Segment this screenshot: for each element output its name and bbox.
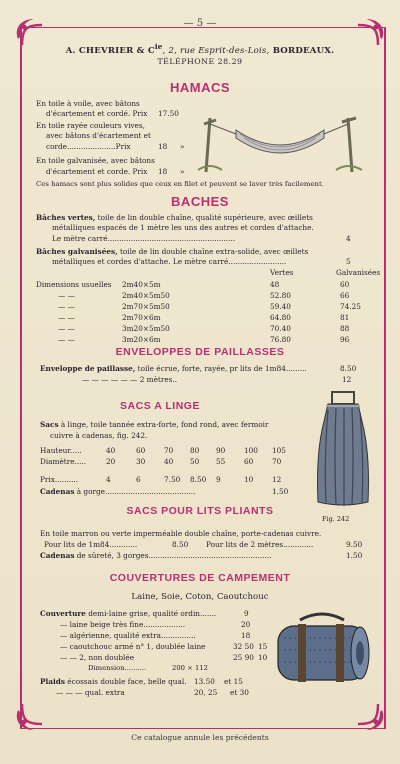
couv-price-6: 200 × 112 [172, 664, 208, 672]
plaid-line-1 [40, 677, 187, 686]
lits-cadenas-line [40, 551, 271, 560]
laundry-bag-illustration [314, 390, 372, 510]
plaid-price-1a: 13.50 [194, 677, 215, 686]
sacs-cadenas-price: 1.50 [272, 487, 289, 496]
lits-price-b: 9.50 [346, 540, 363, 549]
sac-diametre: 30 [136, 457, 146, 466]
hamac-price-3: 18 [158, 167, 168, 176]
sac-prix: 4 [106, 475, 111, 484]
hamac-price-1: 17.50 [158, 109, 179, 118]
dimension-dash: — — [58, 324, 75, 333]
price-vertes: 70.40 [270, 324, 291, 333]
baches-vertes-desc: toile de lin double chaîne, qualité supérieure, avec œillets [95, 213, 313, 222]
baches-vertes-price: 4 [346, 234, 351, 243]
sacs-desc: à linge, toile tannée extra-forte, fond rond, avec fermoir [58, 420, 269, 429]
sac-hauteur: 70 [164, 446, 174, 455]
couv-line-3: — algérienne, qualité extra............... [60, 631, 196, 640]
sac-hauteur: 100 [244, 446, 258, 455]
dimension-dash: — — [58, 335, 75, 344]
paillasse-price-2: 12 [342, 375, 352, 384]
sac-diametre: 40 [164, 457, 174, 466]
corner-ornament-bottom-left [12, 702, 44, 734]
couv-price-1: 9 [244, 609, 249, 618]
company-name: A. CHEVRIER & C [65, 45, 155, 56]
price-vertes: 76.80 [270, 335, 291, 344]
hamac-line-1: En toile à voile, avec bâtons [36, 99, 140, 108]
couv-desc-1: demi-laine grise, qualité ordin....... [85, 609, 217, 618]
dimension-value: 2m70×6m [122, 313, 161, 322]
sac-prix: 7.50 [164, 475, 181, 484]
sac-prix: 8.50 [190, 475, 207, 484]
sacs-cadenas-desc: à gorge....................................... [74, 487, 196, 496]
sac-hauteur: 80 [190, 446, 200, 455]
dimension-dash: — — [58, 302, 75, 311]
page-number: — 5 — [183, 18, 217, 29]
section-title-baches: BACHES [171, 194, 229, 209]
section-title-lits: SACS POUR LITS PLIANTS [126, 505, 274, 517]
sacs-diametre-label: Diamètre..... [40, 457, 87, 466]
paillasse-desc: toile écrue, forte, rayée, pr lits de 1m84......... [135, 364, 307, 373]
hamac-price-3-quote: » [180, 167, 185, 176]
couv-line-4: — caoutchouc armé n° 1, doublée laine [60, 642, 206, 651]
couv-price-5a: 25 90 [233, 653, 254, 662]
hamac-line-4: avec bâtons d'écartement et [46, 131, 151, 140]
plaid-line-2: — — — qual. extra [56, 688, 125, 697]
sacs-line-1 [40, 420, 268, 429]
price-vertes: 48 [270, 280, 280, 289]
sac-prix: 9 [216, 475, 221, 484]
couv-line-1 [40, 609, 216, 618]
sac-prix: 12 [272, 475, 282, 484]
sacs-line-2: cuivre à cadenas, fig. 242. [50, 431, 148, 440]
price-galvanisees: 60 [340, 280, 350, 289]
footer-note: Ce catalogue annule les précédents [131, 733, 269, 742]
sacs-hauteur-label: Hauteur..... [40, 446, 82, 455]
section-title-hamacs: HAMACS [169, 80, 231, 95]
baches-galva-line-2: métalliques et cordes d'attache. Le mètre carré......................... [52, 257, 287, 266]
paillasse-label: Enveloppe de paillasse, [40, 364, 136, 373]
baches-vertes-line-3: Le mètre carré....................................................... [52, 234, 236, 243]
hamac-line-2: d'écartement et cordé. Prix [46, 109, 148, 118]
price-galvanisees: 88 [340, 324, 350, 333]
price-galvanisees: 81 [340, 313, 350, 322]
sac-hauteur: 105 [272, 446, 286, 455]
lits-cadenas-desc: de sûreté, 3 gorges..................................................... [74, 551, 272, 560]
dimension-dash: — — [58, 313, 75, 322]
price-vertes: 59.40 [270, 302, 291, 311]
dimension-value: 3m20×6m [122, 335, 161, 344]
hamac-line-5: corde.....................Prix [46, 142, 131, 151]
sac-hauteur: 90 [216, 446, 226, 455]
sac-diametre: 55 [216, 457, 226, 466]
sac-diametre: 20 [106, 457, 116, 466]
sac-diametre: 70 [272, 457, 282, 466]
price-galvanisees: 96 [340, 335, 350, 344]
plaid-price-1b: et 15 [224, 677, 243, 686]
lits-line-2b: Pour lits de 2 mètres............. [206, 540, 314, 549]
sacs-prix-label: Prix.......... [40, 475, 79, 484]
company-city: BORDEAUX. [272, 45, 335, 56]
hamac-line-6: En toile galvanisée, avec bâtons [36, 156, 155, 165]
baches-galva-line-1 [36, 247, 308, 256]
hamac-line-3: En toile rayée couleurs vives, [36, 121, 145, 130]
dimension-value: 2m40×5m50 [122, 291, 170, 300]
sac-hauteur: 40 [106, 446, 116, 455]
couv-price-5b: 10 [258, 653, 268, 662]
section-title-couvertures: COUVERTURES DE CAMPEMENT [109, 572, 291, 584]
dimension-value: 2m40×5m [122, 280, 161, 289]
telephone: TÉLÉPHONE 28.29 [157, 57, 243, 66]
hamac-price-2: 18 [158, 142, 168, 151]
couv-label: Couverture [40, 609, 86, 618]
dimension-dash: — — [58, 291, 75, 300]
company-address: , 2, rue Esprit-des-Lois, [162, 45, 270, 56]
paillasse-price-1: 8.50 [340, 364, 357, 373]
couv-line-5: — — 2, non doublée [60, 653, 135, 662]
lits-line-1: En toile marron ou verte imperméable double chaîne, porte-cadenas cuivre. [40, 529, 322, 538]
baches-vertes-line-2: métalliques espacés de 1 mètre les uns des autres et cordes d'attache. [52, 223, 314, 232]
price-vertes: 64.80 [270, 313, 291, 322]
couv-price-3: 18 [241, 631, 251, 640]
plaid-desc: écossais double face, belle qual. [64, 677, 187, 686]
sacs-label: Sacs [40, 420, 59, 429]
corner-ornament-bottom-right [356, 702, 388, 734]
sacs-cadenas-label: Cadenas [40, 487, 75, 496]
sac-hauteur: 60 [136, 446, 146, 455]
company-header [0, 42, 400, 56]
couv-line-6: Dimension.......... [88, 664, 147, 672]
plaid-price-2a: 20, 25 [194, 688, 218, 697]
price-galvanisees: 66 [340, 291, 350, 300]
couvertures-subtitle: Laine, Soie, Coton, Caoutchouc [131, 592, 269, 602]
paillasse-line-1 [40, 364, 307, 373]
sac-prix: 6 [136, 475, 141, 484]
dimension-value: 3m20×5m50 [122, 324, 170, 333]
plaid-price-2b: et 30 [230, 688, 249, 697]
baches-galva-label: Bâches galvanisées, [36, 247, 118, 256]
price-galvanisees: 74.25 [340, 302, 361, 311]
lits-line-2a: Pour lits de 1m84............ [44, 540, 138, 549]
plaid-label: Plaids [40, 677, 65, 686]
couv-price-2: 20 [241, 620, 251, 629]
price-vertes: 52.80 [270, 291, 291, 300]
dimensions-label: Dimensions usuelles [36, 280, 112, 289]
baches-galva-desc: toile de lin double chaîne extra-solide, avec œillets [117, 247, 309, 256]
section-title-paillasses: ENVELOPPES DE PAILLASSES [115, 346, 285, 358]
sacs-cadenas-line [40, 487, 195, 496]
lits-cadenas-price: 1.50 [346, 551, 363, 560]
lits-cadenas-label: Cadenas [40, 551, 75, 560]
hammock-illustration [196, 112, 364, 174]
couv-price-4a: 32 50 [233, 642, 254, 651]
col-galvanisees: Galvanisées [336, 268, 381, 277]
dimension-value: 2m70×5m50 [122, 302, 170, 311]
hamac-note: Ces hamacs sont plus solides que ceux en filet et peuvent se laver très facilement. [36, 180, 324, 188]
sac-diametre: 50 [190, 457, 200, 466]
hamac-price-2-quote: » [180, 142, 185, 151]
baches-vertes-line-1 [36, 213, 313, 222]
figure-caption: Fig. 242 [322, 515, 350, 523]
col-vertes: Vertes [270, 268, 294, 277]
baches-galva-price: 5 [346, 257, 351, 266]
hamac-line-7: d'écartement et corde. Prix [46, 167, 148, 176]
sac-prix: 10 [244, 475, 254, 484]
baches-vertes-label: Bâches vertes, [36, 213, 96, 222]
blanket-roll-illustration [270, 610, 374, 688]
couv-line-2: — laine beige très fine.................. [60, 620, 186, 629]
couv-price-4b: 15 [258, 642, 268, 651]
section-title-sacs: SACS A LINGE [120, 400, 200, 412]
lits-price-a: 8.50 [172, 540, 189, 549]
company-name-sup: ie [154, 42, 163, 51]
paillasse-line-2: — — — — — — 2 mètres.. [82, 375, 178, 384]
sac-diametre: 60 [244, 457, 254, 466]
